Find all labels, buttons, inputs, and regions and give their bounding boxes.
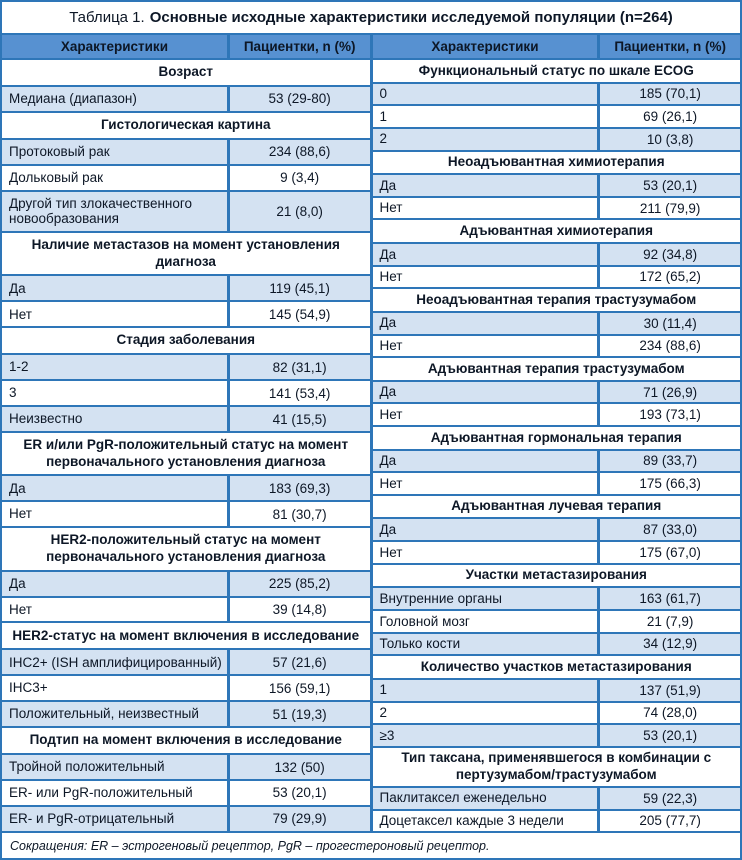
tables-container <box>2 35 740 833</box>
row-value: 57 (21,6) <box>272 654 327 670</box>
column-header-patients: Пациентки, n (%) <box>614 39 726 54</box>
row-value: 51 (19,3) <box>272 706 327 722</box>
table-row <box>373 404 741 427</box>
row-value: 234 (88,6) <box>639 338 701 354</box>
table-row <box>2 276 370 302</box>
row-label: Паклитаксел еженедельно <box>373 788 601 809</box>
abbreviations-footnote: Сокращения: ER – эстрогеновый рецептор, PgR – прогестероновый рецептор. <box>2 833 740 858</box>
row-label: 1-2 <box>2 355 230 379</box>
table-row <box>2 140 370 166</box>
table-row <box>2 502 370 528</box>
row-label: Нет <box>373 542 601 563</box>
row-label: ER- и PgR-отрицательный <box>2 807 230 831</box>
row-value: 193 (73,1) <box>639 407 701 423</box>
row-label: Дольковый рак <box>2 166 230 190</box>
section-header: Неоадъювантная терапия трастузумабом <box>373 289 741 313</box>
row-label: ≥3 <box>373 725 601 746</box>
left-table-header-row <box>2 35 370 60</box>
table-row <box>2 166 370 192</box>
table-row <box>373 588 741 611</box>
row-label: Неизвестно <box>2 407 230 431</box>
row-label: Нет <box>2 502 230 526</box>
table-row <box>373 84 741 107</box>
row-value: 41 (15,5) <box>272 411 327 427</box>
row-value: 9 (3,4) <box>280 170 320 186</box>
row-label: Да <box>373 451 601 472</box>
row-value: 185 (70,1) <box>639 86 701 102</box>
section-header: Адъювантная гормональная терапия <box>373 427 741 451</box>
row-value: 175 (67,0) <box>639 544 701 560</box>
row-label: Да <box>373 382 601 403</box>
table-row <box>373 703 741 726</box>
row-value: 234 (88,6) <box>268 144 331 160</box>
table-row <box>373 611 741 634</box>
row-value: 59 (22,3) <box>643 790 698 806</box>
row-label: Тройной положительный <box>2 755 230 779</box>
table-title-text: Основные исходные характеристики исследуемой популяции (n=264) <box>149 9 673 26</box>
table-row <box>2 650 370 676</box>
table-row <box>373 313 741 336</box>
section-header: Гистологическая картина <box>2 113 370 140</box>
table-row <box>2 87 370 113</box>
table-row <box>373 811 741 834</box>
row-label: Головной мозг <box>373 611 601 632</box>
row-label: Доцетаксел каждые 3 недели <box>373 811 601 832</box>
table-row <box>373 542 741 565</box>
row-value: 89 (33,7) <box>643 453 698 469</box>
row-label: IHC3+ <box>2 676 230 700</box>
section-header: Адъювантная химиотерапия <box>373 220 741 244</box>
row-label: 0 <box>373 84 601 105</box>
row-value: 82 (31,1) <box>272 359 327 375</box>
table-row <box>373 175 741 198</box>
table-row <box>373 680 741 703</box>
section-header: HER2-статус на момент включения в исследование <box>2 623 370 650</box>
row-label: Нет <box>373 198 601 219</box>
table-row <box>373 473 741 496</box>
row-label: Да <box>373 175 601 196</box>
row-label: 2 <box>373 129 601 150</box>
table-title-label: Таблица 1. <box>69 9 145 26</box>
row-value: 141 (53,4) <box>268 385 331 401</box>
row-value: 10 (3,8) <box>646 131 694 147</box>
row-value: 30 (11,4) <box>643 315 697 331</box>
row-label: Протоковый рак <box>2 140 230 164</box>
row-value: 225 (85,2) <box>268 576 331 592</box>
row-value: 81 (30,7) <box>272 506 327 522</box>
table-row <box>2 381 370 407</box>
section-header: Тип таксана, применявшегося в комбинации с пертузумабом/трастузумабом <box>373 748 741 788</box>
row-value: 53 (29-80) <box>268 91 331 107</box>
row-value: 175 (66,3) <box>639 476 701 492</box>
right-table-header-row <box>373 35 741 60</box>
section-header: Участки метастазирования <box>373 565 741 589</box>
table-row <box>373 267 741 290</box>
row-label: 2 <box>373 703 601 724</box>
row-label: Да <box>373 244 601 265</box>
row-label: Нет <box>2 302 230 326</box>
row-label: IHC2+ (ISH амплифицированный) <box>2 650 230 674</box>
row-value: 74 (28,0) <box>643 705 698 721</box>
column-header-patients: Пациентки, n (%) <box>243 39 356 54</box>
row-value: 53 (20,1) <box>272 785 327 801</box>
table-row <box>2 676 370 702</box>
row-label: Нет <box>2 598 230 622</box>
row-value: 156 (59,1) <box>268 680 331 696</box>
row-value: 145 (54,9) <box>268 306 331 322</box>
row-value: 53 (20,1) <box>643 177 698 193</box>
row-value: 211 (79,9) <box>639 200 701 216</box>
table-row <box>373 198 741 221</box>
table-row <box>373 129 741 152</box>
column-header-characteristics: Характеристики <box>373 35 601 58</box>
row-label: Нет <box>373 336 601 357</box>
table-row <box>2 407 370 433</box>
row-value: 119 (45,1) <box>269 280 330 296</box>
row-label: 3 <box>2 381 230 405</box>
row-label: Да <box>2 572 230 596</box>
row-value: 132 (50) <box>274 759 325 775</box>
row-value: 21 (8,0) <box>276 203 323 219</box>
table-row <box>373 451 741 474</box>
row-value: 172 (65,2) <box>639 269 701 285</box>
row-label: Да <box>2 276 230 300</box>
row-label: ER- или PgR-положительный <box>2 781 230 805</box>
row-value: 53 (20,1) <box>643 727 698 743</box>
table-row <box>2 702 370 728</box>
row-value: 39 (14,8) <box>272 601 327 617</box>
row-label: Да <box>373 519 601 540</box>
left-table <box>2 35 370 833</box>
section-header: Неоадъювантная химиотерапия <box>373 152 741 176</box>
table-row <box>2 355 370 381</box>
table-row <box>373 725 741 748</box>
row-value: 183 (69,3) <box>268 480 331 496</box>
table-title <box>2 2 740 35</box>
table-row <box>373 244 741 267</box>
table-row <box>373 634 741 657</box>
row-label: Нет <box>373 473 601 494</box>
row-value: 137 (51,9) <box>639 682 701 698</box>
table-row <box>2 572 370 598</box>
row-value: 34 (12,9) <box>643 636 698 652</box>
row-value: 21 (7,9) <box>646 613 694 629</box>
section-header: Функциональный статус по шкале ECOG <box>373 60 741 84</box>
table-row <box>373 519 741 542</box>
table-row <box>373 788 741 811</box>
row-value: 79 (29,9) <box>272 811 327 827</box>
row-value: 163 (61,7) <box>639 591 701 607</box>
table-row <box>2 755 370 781</box>
row-value: 92 (34,8) <box>643 246 698 262</box>
row-label: Внутренние органы <box>373 588 601 609</box>
table-row <box>2 192 370 233</box>
row-label: 1 <box>373 106 601 127</box>
table-row <box>373 382 741 405</box>
section-header: ER и/или PgR-положительный статус на момент первоначального установления диагноза <box>2 433 370 476</box>
row-label: Другой тип злокачественного новообразования <box>2 192 230 231</box>
section-header: Возраст <box>2 60 370 87</box>
table-row <box>373 106 741 129</box>
section-header: Наличие метастазов на момент установления диагноза <box>2 233 370 276</box>
row-label: Медиана (диапазон) <box>2 87 230 111</box>
row-value: 205 (77,7) <box>639 813 701 829</box>
row-label: 1 <box>373 680 601 701</box>
section-header: Подтип на момент включения в исследование <box>2 728 370 755</box>
row-label: Положительный, неизвестный <box>2 702 230 726</box>
table-row <box>2 807 370 833</box>
row-label: Нет <box>373 404 601 425</box>
section-header: HER2-положительный статус на момент первоначального установления диагноза <box>2 528 370 571</box>
row-label: Нет <box>373 267 601 288</box>
row-value: 87 (33,0) <box>643 522 698 538</box>
section-header: Стадия заболевания <box>2 328 370 355</box>
section-header: Адъювантная лучевая терапия <box>373 496 741 520</box>
row-label: Только кости <box>373 634 601 655</box>
row-value: 71 (26,9) <box>643 384 698 400</box>
row-value: 69 (26,1) <box>643 109 698 125</box>
section-header: Количество участков метастазирования <box>373 656 741 680</box>
row-label: Да <box>2 476 230 500</box>
right-table <box>370 35 741 833</box>
table-row <box>373 336 741 359</box>
table-row <box>2 781 370 807</box>
table-row <box>2 476 370 502</box>
table-row <box>2 302 370 328</box>
column-header-characteristics: Характеристики <box>2 35 230 58</box>
table-row <box>2 598 370 624</box>
row-label: Да <box>373 313 601 334</box>
section-header: Адъювантная терапия трастузумабом <box>373 358 741 382</box>
